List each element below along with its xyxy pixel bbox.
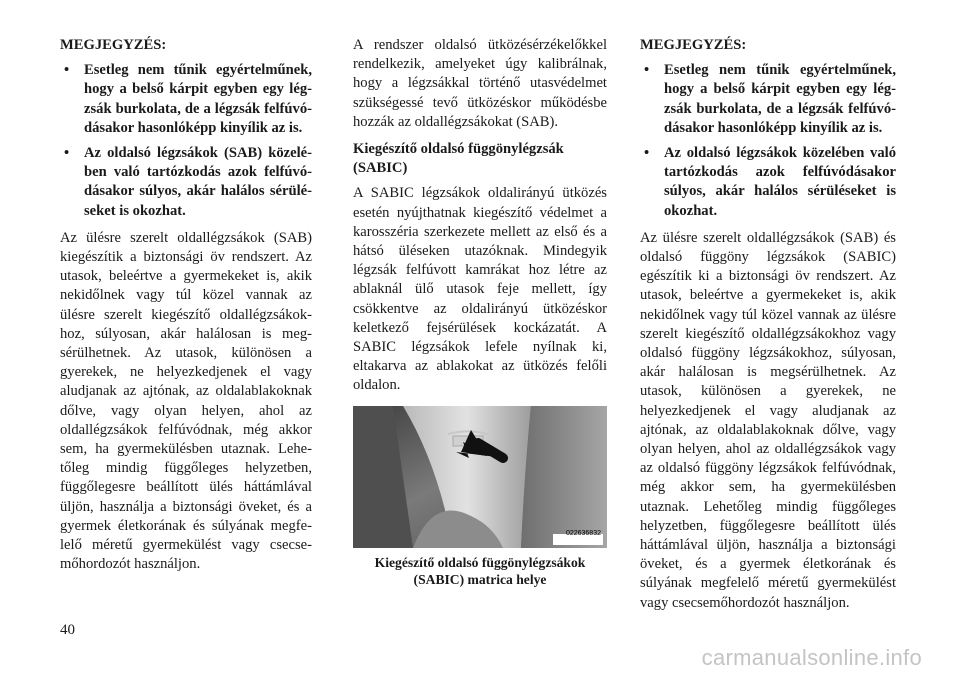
page-number: 40 (60, 622, 75, 638)
left-column (60, 36, 312, 582)
sabic-label-photo (353, 406, 607, 548)
note-bullet-list (640, 61, 896, 221)
figure-caption-line: (SABIC) matrica helye (413, 572, 547, 588)
note-bullet: • Az oldalsó légzsákok (SAB) közelében való tartózkodás azok felfúvódásakor súlyos, akár halálos sérüléseket is okozhat. (60, 144, 312, 221)
figure-code: 022636832 (565, 530, 601, 538)
right-column (640, 36, 896, 621)
body-paragraph: A rendszer oldalsó ütközésérzékelőkkel rendelkezik, amelyeket úgy kalibrálnak, hogy a légzsákkal történő utasvédelmet szükségessé tevő ütközéskor működésbe hozzák az oldallégzsákokat (SAB). (353, 37, 607, 130)
note-heading: MEGJEGYZÉS: (640, 37, 747, 53)
note-bullet: • Esetleg nem tűnik egyértelműnek, hogy a belső kárpit egyben egy légzsák burkolata, de a légzsák felfúvódásakor hasonlóképp kinyílik az is. (640, 61, 896, 138)
section-subheading: Kiegészítő oldalsó függönylégzsák (SABIC) (353, 141, 564, 177)
figure-caption-line: Kiegészítő oldalsó függönylégzsákok (374, 554, 586, 570)
note-heading: MEGJEGYZÉS: (60, 37, 167, 53)
watermark: carmanualsonline.info (701, 645, 922, 670)
middle-column (353, 36, 607, 589)
body-paragraph: A SABIC légzsákok oldalirányú ütközés esetén nyújthatnak kiegészítő védelmet a karosszéria szerkezete mellett az első és a hátsó üléseken utazóknak. Mindegyik légzsák felfúvott kamrákat hoz létre az ablaknál ülő utasok feje mellett, így csökkentve az oldalirányú ütközéskor keletkező fejsérülések kockázatát. A SABIC légzsákok lefele nyílnak ki, eltakarva az ablakokat az ütközés felőli oldalon. (353, 185, 607, 394)
figure-caption (353, 554, 607, 589)
note-bullet: • Esetleg nem tűnik egyértelműnek, hogy a belső kárpit egyben egy légzsák burkolata, de a légzsák felfúvódásakor hasonlóképp kinyílik az is. (60, 61, 312, 138)
note-bullet: • Az oldalsó légzsákok közelében való tartózkodás azok felfúvódásakor súlyos, akár halálos sérüléseket is okozhat. (640, 144, 896, 221)
body-paragraph: Az ülésre szerelt oldallégzsákok (SAB) kiegészítik a biztonsági öv rendszert. Az utasok, beleértve a gyermekeket is, akik nekidőlnek vagy túl közel vannak az ülésre szerelt kiegészítő oldallégzsákokhoz, súlyosan, akár halálosan is megsérülhetnek. Az utasok, különösen a gyerekek, ne helyezkedjenek el vagy aludjanak az ajtónak, az oldalablakoknak dőlve, vagy olyan helyen, ahol az oldallégzsákok felfúvódnak, még akkor sem, ha gyermekülésben utaznak. Lehetőleg mindig függőleges helyzetben, függőlegesre beállított ülés háttámlával üljön, használja a biztonsági öveket, és a gyermek életkorának és súlyának megfelelő méretű gyermekülést vagy csecsemőhordozót használjon. (60, 229, 312, 573)
note-bullet-list (60, 61, 312, 221)
body-paragraph: Az ülésre szerelt oldallégzsákok (SAB) és oldalsó függöny légzsákok (SABIC) egészítik ki a biztonsági öv rendszert. Az utasok, beleértve a gyermekeket is, akik nekidőlnek vagy túl közel vannak az ülésre szerelt kiegészítő oldallégzsákokhoz vagy oldalsó függöny légzsákokhoz, súlyosan, akár halálosan is megsérülhetnek. Az utasok, különösen a gyerekek, ne helyezkedjenek el vagy aludjanak az ajtónak, az oldalablakoknak dőlve, vagy olyan helyen, ahol az oldallégzsákok vagy az oldalsó függöny légzsákok felfúvódnak, még akkor sem, ha gyermekülésben utaznak. Lehetőleg mindig függőleges helyzetben, függőlegesre beállított ülés háttámlával üljön, használja a biztonsági öveket, és a gyermek életkorának és súlyának megfelelő méretű gyermekülést vagy csecsemőhordozót használjon. (640, 229, 896, 611)
